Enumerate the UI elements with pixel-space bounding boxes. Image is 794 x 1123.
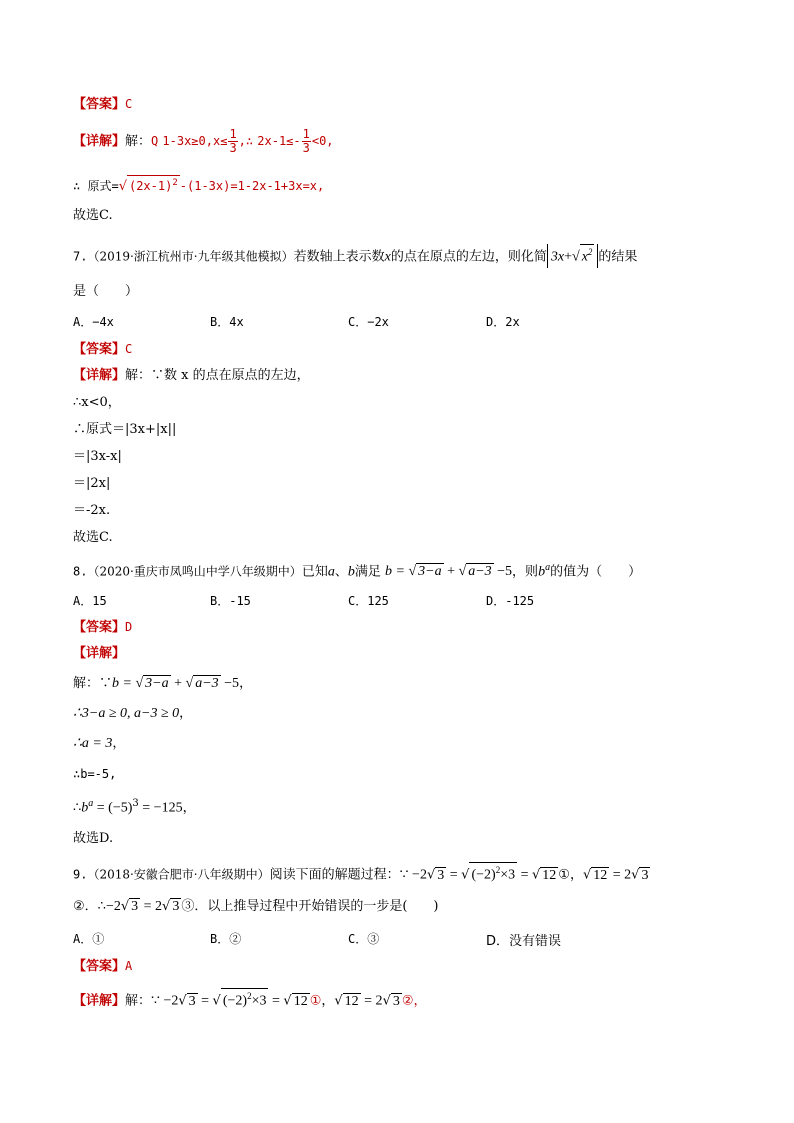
answer-line-6: [73, 95, 132, 114]
option-c: C．③: [348, 932, 380, 946]
detail-8-step2: ∴3−a ≥ 0, a−3 ≥ 0，: [73, 706, 193, 721]
question-number: 7.: [73, 249, 88, 264]
detail-line-6: [73, 128, 334, 155]
detail-because: Q: [151, 134, 159, 148]
option-c: C．−2x: [348, 315, 389, 329]
q8-equation: b = √ 3−a + √ a−3 −5: [385, 564, 513, 580]
detail-cond2: 2x-1≤-: [257, 134, 301, 148]
detail-8-step5: $\therefore b^a = (-5)^3 = -125$，: [73, 798, 196, 816]
detail-line-7: 【详解】解：∵数 x 的点在原点的左边，: [73, 368, 310, 383]
detail-label: 【详解】: [73, 134, 126, 149]
detail-7-step5: ＝-2x.: [73, 503, 111, 518]
option-d: D．-125: [486, 594, 535, 608]
fraction-one-third: $\frac{1}{3}$: [229, 127, 237, 155]
conclusion-6: 故选C.: [73, 208, 113, 223]
question-8-line1: 8.（2020·重庆市凤鸣山中学八年级期中）已知a、b满足 b = √ 3−a + √ a−3 −5，则$b^a$的值为（ ）: [73, 562, 642, 580]
option-c: C．125: [348, 594, 389, 608]
absolute-value-expression: 3x+√ $x^2$: [547, 244, 599, 268]
detail-7-step1: ∴x<0，: [73, 395, 121, 410]
option-b: B．4x: [210, 315, 244, 329]
detail-7-step4: ＝|2x|: [73, 476, 111, 491]
option-a: A．15: [73, 594, 107, 608]
question-source: （2019·浙江杭州市·九年级其他模拟）: [87, 249, 294, 264]
answer-label: 【答案】: [73, 97, 126, 112]
detail-cond1: 1-3x≥0,x≤: [162, 134, 228, 148]
orig-prefix: ∴ 原式=: [73, 179, 119, 193]
option-a: A．−4x: [73, 315, 114, 329]
option-d: D．2x: [486, 315, 520, 329]
detail-8-step1: 解：∵b = √ 3−a + √ a−3 −5，: [73, 676, 253, 691]
detail-sep: ,∴: [238, 134, 254, 148]
answer-line-7: 【答案】C: [73, 342, 133, 357]
question-7-line2: 是（ ）: [73, 284, 139, 299]
question-9-line1: 9.（2018·安徽合肥市·八年级期中）阅读下面的解题过程：∵ −2√ 3 = √ $(-2)^2\times 3$ = √ 12 ①，√ 12 = 2√ 3: [73, 862, 650, 887]
detail-line-9: 【详解】解：∵ −2√ 3 = √ $(-2)^2\times 3$ = √ 12 ①，√ 12 = 2√ 3 ②，: [73, 988, 427, 1013]
option-d: D．没有错误: [486, 934, 562, 949]
question-9-line2: ②．∴−2√ 3 = 2√ 3 ③．以上推导过程中开始错误的一步是( ): [73, 899, 439, 914]
original-expression-6: [73, 175, 324, 196]
option-b: B．-15: [210, 594, 251, 608]
detail-8-step4: ∴b=-5,: [73, 767, 117, 781]
detail-prefix: 解：: [125, 134, 152, 149]
option-a: A．①: [73, 932, 105, 946]
answer-line-9: 【答案】A: [73, 959, 133, 974]
detail-7-step2: ∴原式＝|3x+|x||: [73, 422, 177, 437]
detail-7-step3: ＝|3x-x|: [73, 449, 122, 464]
answer-line-8: 【答案】D: [73, 620, 133, 635]
option-b: B．②: [210, 932, 242, 946]
conclusion-7: 故选C.: [73, 530, 113, 545]
question-7-line1: 7.（2019·浙江杭州市·九年级其他模拟）若数轴上表示数x的点在原点的左边，则化简 3x+√ $x^2$ 的结果: [73, 244, 637, 269]
orig-rest: -(1-3x)=1-2x-1+3x=x,: [179, 179, 325, 193]
detail-8-step3: ∴a = 3，: [73, 736, 126, 751]
fraction-one-third-2: $\frac{1}{3}$: [302, 127, 310, 155]
detail-tail: <0,: [311, 134, 334, 148]
conclusion-8: 故选D.: [73, 831, 114, 846]
detail-label-8: 【详解】: [73, 646, 126, 661]
sqrt-expression: √ $(2x-1)^2$: [119, 179, 180, 194]
answer-value: C: [125, 97, 133, 111]
